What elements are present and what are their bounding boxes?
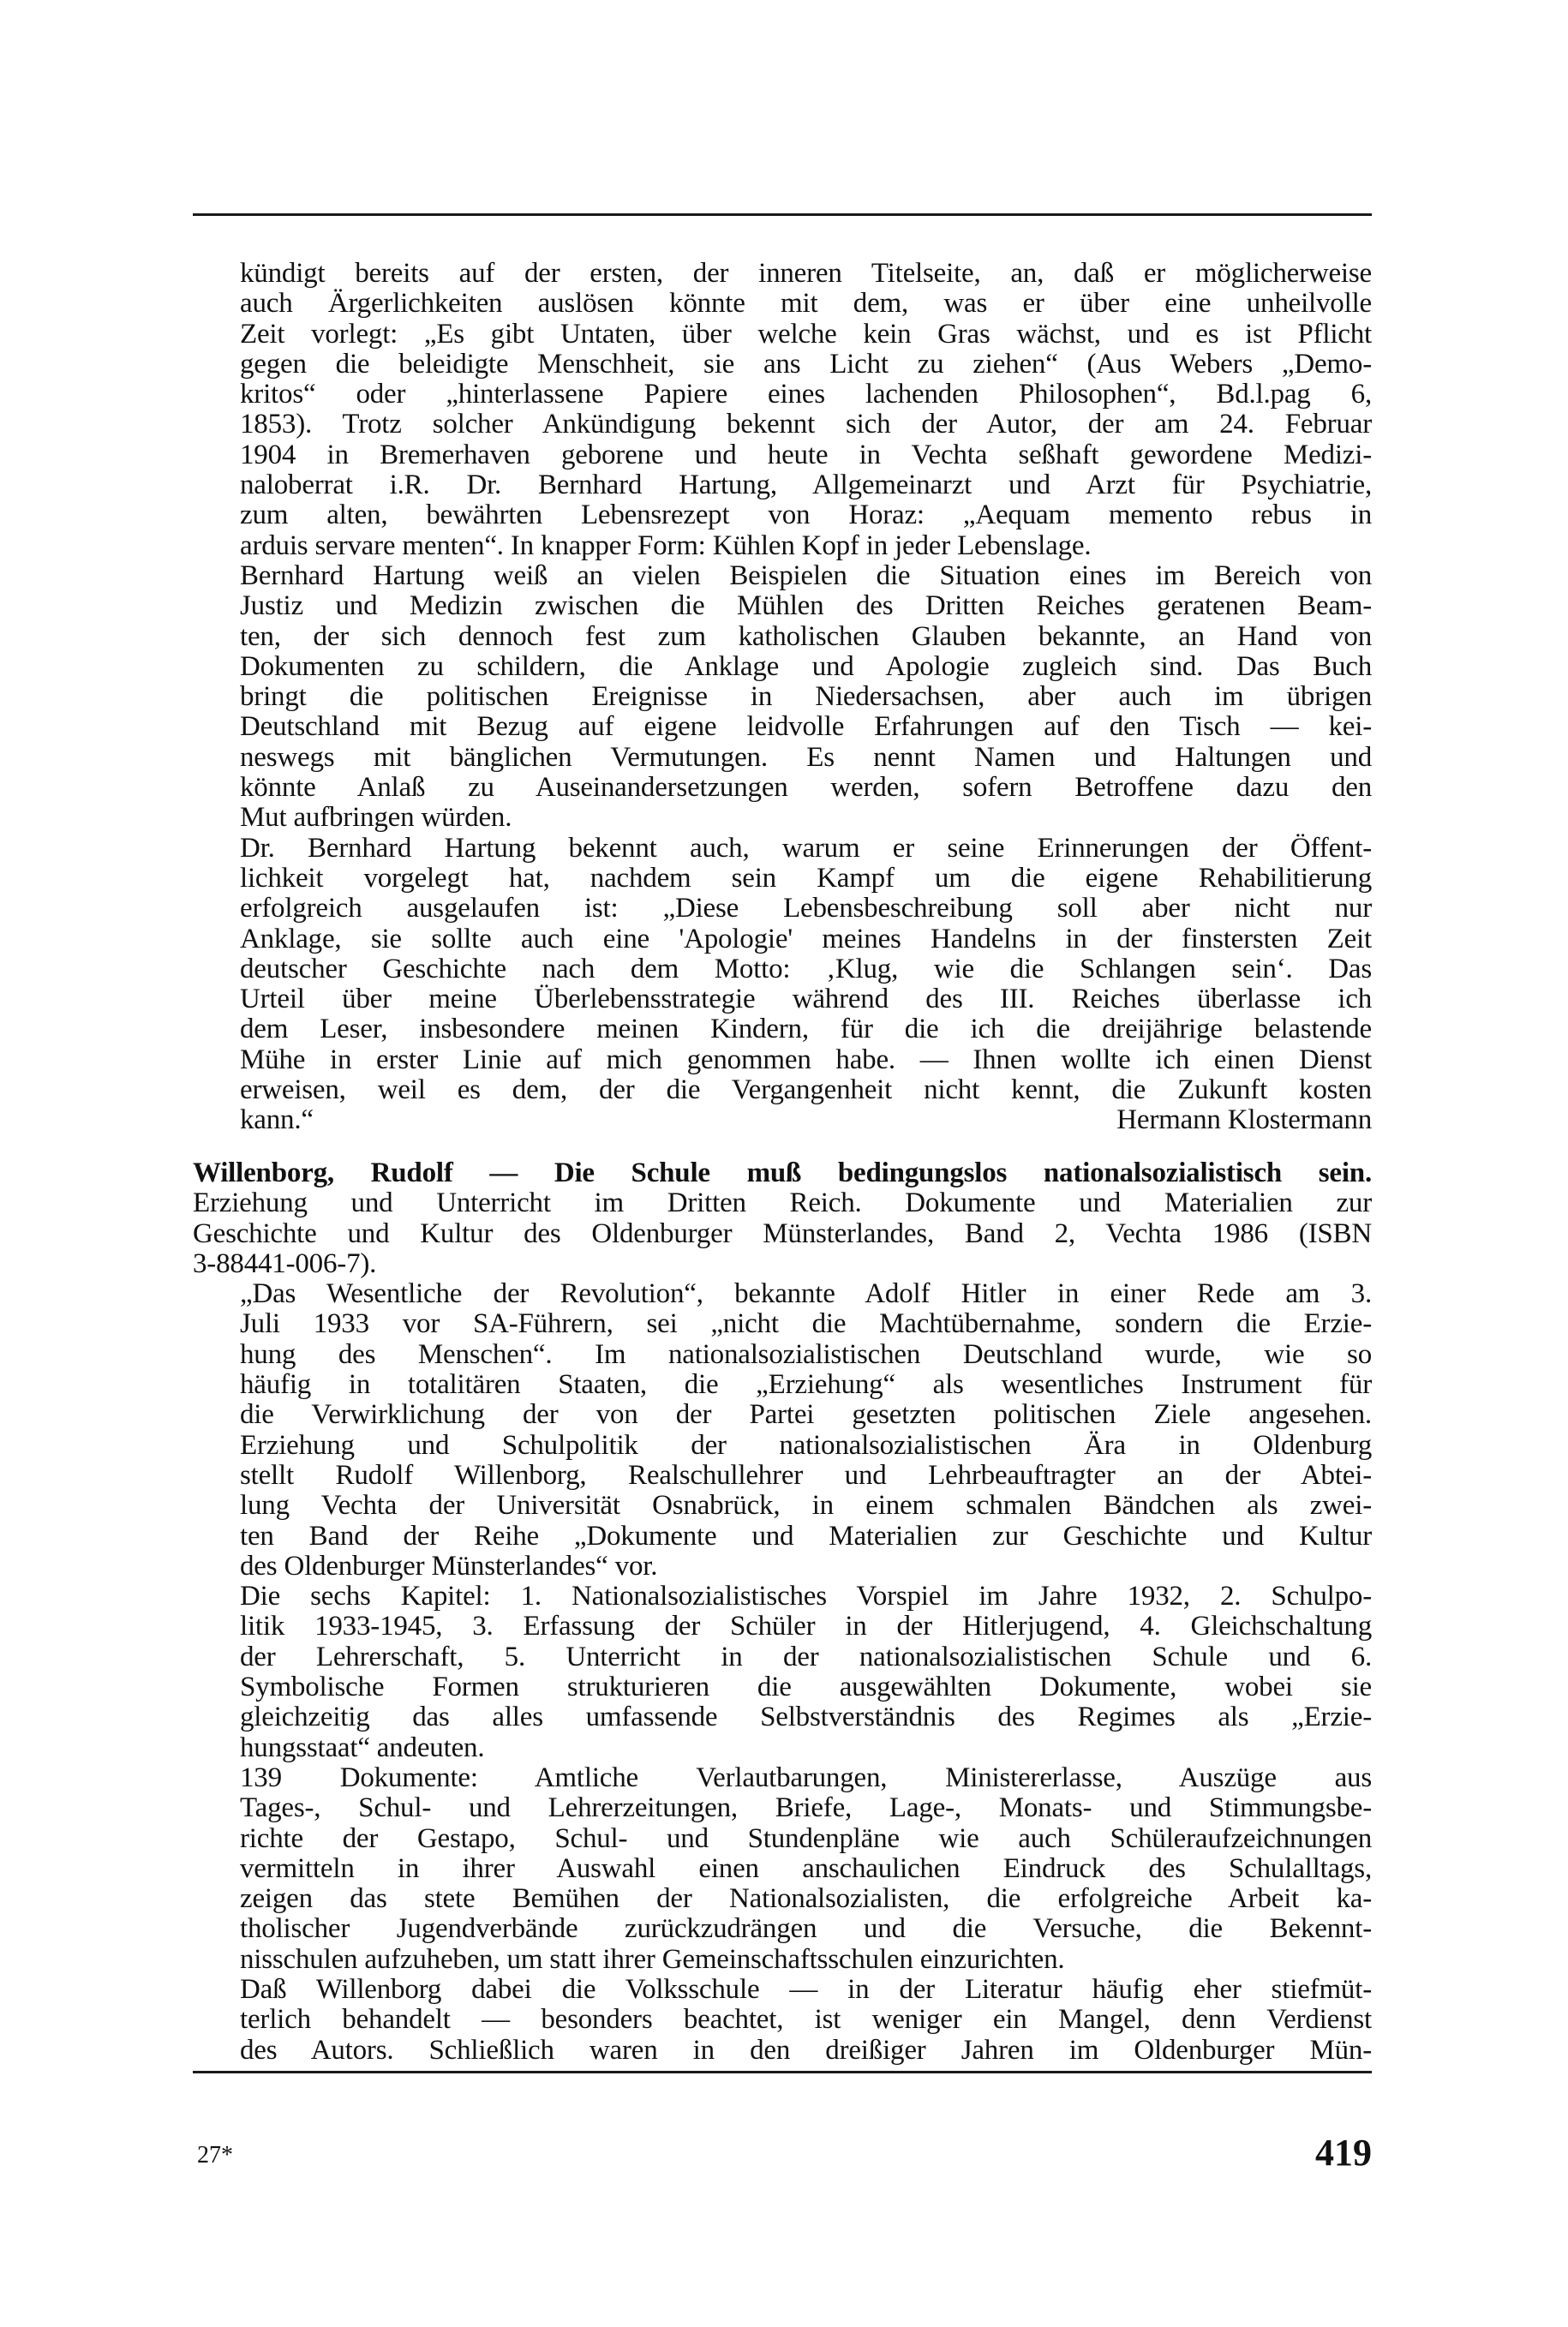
text-line: zeigen das stete Bemühen der Nationalsozialisten, die erfolgreiche Arbeit ka- [240,1884,1372,1915]
text-line: Dr. Bernhard Hartung bekennt auch, warum er seine Erinnerungen der Öffent- [240,833,1372,864]
text-line: Erziehung und Schulpolitik der nationalsozialistischen Ära in Oldenburg [240,1430,1372,1461]
text-line: Zeit vorlegt: „Es gibt Untaten, über welche kein Gras wächst, und es ist Pflicht [240,319,1372,350]
text-line: Symbolische Formen strukturieren die ausgewählten Dokumente, wobei sie [240,1672,1372,1703]
text-line: Tages-, Schul- und Lehrerzeitungen, Briefe, Lage-, Monats- und Stimmungsbe- [240,1793,1372,1824]
text-line: bringt die politischen Ereignisse in Niedersachsen, aber auch im übrigen [240,682,1372,713]
text-line: kritos“ oder „hinterlassene Papiere eines lachenden Philosophen“, Bd.l.pag 6, [240,380,1372,410]
text-line: arduis servare menten“. In knapper Form: Kühlen Kopf in jeder Lebenslage. [240,530,1092,561]
text-line: vermitteln in ihrer Auswahl einen anschaulichen Eindruck des Schulalltags, [240,1853,1372,1884]
text-line: terlich behandelt — besonders beachtet, ist weniger ein Mangel, denn Verdienst [240,2005,1372,2036]
text-line: stellt Rudolf Willenborg, Realschullehrer und Lehrbeauftragter an der Abtei- [240,1460,1372,1491]
review-body [193,1279,1372,2066]
text-line: Juli 1933 vor SA-Führern, sei „nicht die Machtübernahme, sondern die Erzie- [240,1309,1372,1340]
bib-line: 3-88441-006-7). [193,1248,377,1279]
entry-heading: Willenborg, Rudolf — Die Schule muß bedingungslos nationalsozialistisch sein. [193,1158,1372,1188]
text-line-end: kann.“ [240,1105,314,1136]
text-line: gleichzeitig das alles umfassende Selbstverständnis des Regimes als „Erzie- [240,1702,1372,1733]
bib-line: Geschichte und Kultur des Oldenburger Münsterlandes, Band 2, Vechta 1986 (ISBN [193,1218,1372,1249]
text-line: Urteil über meine Überlebensstrategie während des III. Reiches überlasse ich [240,984,1372,1015]
text-line: nisschulen aufzuheben, um statt ihrer Gemeinschaftsschulen einzurichten. [240,1944,1065,1975]
review-willenborg [193,1158,1372,2066]
text-line: 1853). Trotz solcher Ankündigung bekennt sich der Autor, der am 24. Februar [240,410,1372,440]
text-line: zum alten, bewährten Lebensrezept von Horaz: „Aequam memento rebus in [240,500,1372,531]
text-line: ten Band der Reihe „Dokumente und Materialien zur Geschichte und Kultur [240,1521,1372,1552]
text-line: richte der Gestapo, Schul- und Stundenpläne wie auch Schüleraufzeichnungen [240,1823,1372,1854]
signature-mark: 27* [197,2142,233,2168]
text-line: deutscher Geschichte nach dem Motto: ‚Klug, wie die Schlangen sein‘. Das [240,954,1372,984]
text-line: Daß Willenborg dabei die Volksschule — in der Literatur häufig eher stiefmüt- [240,1975,1372,2006]
text-line: Deutschland mit Bezug auf eigene leidvolle Erfahrungen auf den Tisch — kei- [240,712,1372,743]
text-line: Dokumenten zu schildern, die Anklage und Apologie zugleich sind. Das Buch [240,651,1372,682]
text-line: Anklage, sie sollte auch eine 'Apologie' meines Handelns in der finstersten Zeit [240,924,1372,954]
text-line: Die sechs Kapitel: 1. Nationalsozialistisches Vorspiel im Jahre 1932, 2. Schulpo- [240,1582,1372,1612]
text-line: „Das Wesentliche der Revolution“, bekannte Adolf Hitler in einer Rede am 3. [240,1279,1372,1310]
text-line: Justiz und Medizin zwischen die Mühlen des Dritten Reiches geratenen Beam- [240,591,1372,622]
text-line: erweisen, weil es dem, der die Vergangenheit nicht kennt, die Zukunft kosten [240,1075,1372,1106]
text-line: Mühe in erster Linie auf mich genommen habe. — Ihnen wollte ich einen Dienst [240,1044,1372,1075]
text-line: des Autors. Schließlich waren in den dreißiger Jahren im Oldenburger Mün- [240,2035,1372,2066]
text-line: hung des Menschen“. Im nationalsozialistischen Deutschland wurde, wie so [240,1339,1372,1370]
text-line: gegen die beleidigte Menschheit, sie ans Licht zu ziehen“ (Aus Webers „Demo- [240,349,1372,380]
page-number: 419 [1315,2132,1372,2174]
text-line: Mut aufbringen würden. [240,803,512,834]
text-line: neswegs mit bänglichen Vermutungen. Es nennt Namen und Haltungen und [240,742,1372,773]
text-line: könnte Anlaß zu Auseinandersetzungen werden, sofern Betroffene dazu den [240,773,1372,804]
text-line: 139 Dokumente: Amtliche Verlautbarungen, Ministererlasse, Auszüge aus [240,1762,1372,1793]
text-line: lichkeit vorgelegt hat, nachdem sein Kampf um die eigene Rehabilitierung [240,863,1372,894]
review-hartung [193,259,1372,1136]
bottom-rule [193,2071,1372,2073]
text-line: auch Ärgerlichkeiten auslösen könnte mit dem, was er über eine unheilvolle [240,289,1372,320]
text-line: litik 1933-1945, 3. Erfassung der Schüler in der Hitlerjugend, 4. Gleichschaltung [240,1612,1372,1642]
text-line: dem Leser, insbesondere meinen Kindern, für die ich die dreijährige belastende [240,1014,1372,1045]
text-line: tholischer Jugendverbände zurückzudrängen und die Versuche, die Bekennt- [240,1914,1372,1945]
text-line: hungsstaat“ andeuten. [240,1732,485,1763]
text-line: erfolgreich ausgelaufen ist: „Diese Lebensbeschreibung soll aber nicht nur [240,894,1372,924]
text-line: kündigt bereits auf der ersten, der inneren Titelseite, an, daß er möglicherweise [240,259,1372,289]
text-line: ten, der sich dennoch fest zum katholischen Glauben bekannte, an Hand von [240,621,1372,652]
reviewer-name: Hermann Klostermann [1116,1105,1372,1136]
text-line: des Oldenburger Münsterlandes“ vor. [240,1551,658,1582]
text-line: der Lehrerschaft, 5. Unterricht in der nationalsozialistischen Schule und 6. [240,1642,1372,1672]
bib-line: Erziehung und Unterricht im Dritten Reich. Dokumente und Materialien zur [193,1188,1372,1219]
text-line: naloberrat i.R. Dr. Bernhard Hartung, Allgemeinarzt und Arzt für Psychiatrie, [240,470,1372,501]
text-line: häufig in totalitären Staaten, die „Erziehung“ als wesentliches Instrument für [240,1370,1372,1401]
text-line [240,1105,1372,1135]
text-line: Bernhard Hartung weiß an vielen Beispielen die Situation eines im Bereich von [240,560,1372,591]
text-line: die Verwirklichung der von der Partei gesetzten politischen Ziele angesehen. [240,1400,1372,1431]
top-rule [193,213,1372,216]
text-line: lung Vechta der Universität Osnabrück, in einem schmalen Bändchen als zwei- [240,1491,1372,1522]
text-line: 1904 in Bremerhaven geborene und heute in Vechta seßhaft gewordene Medizi- [240,440,1372,470]
